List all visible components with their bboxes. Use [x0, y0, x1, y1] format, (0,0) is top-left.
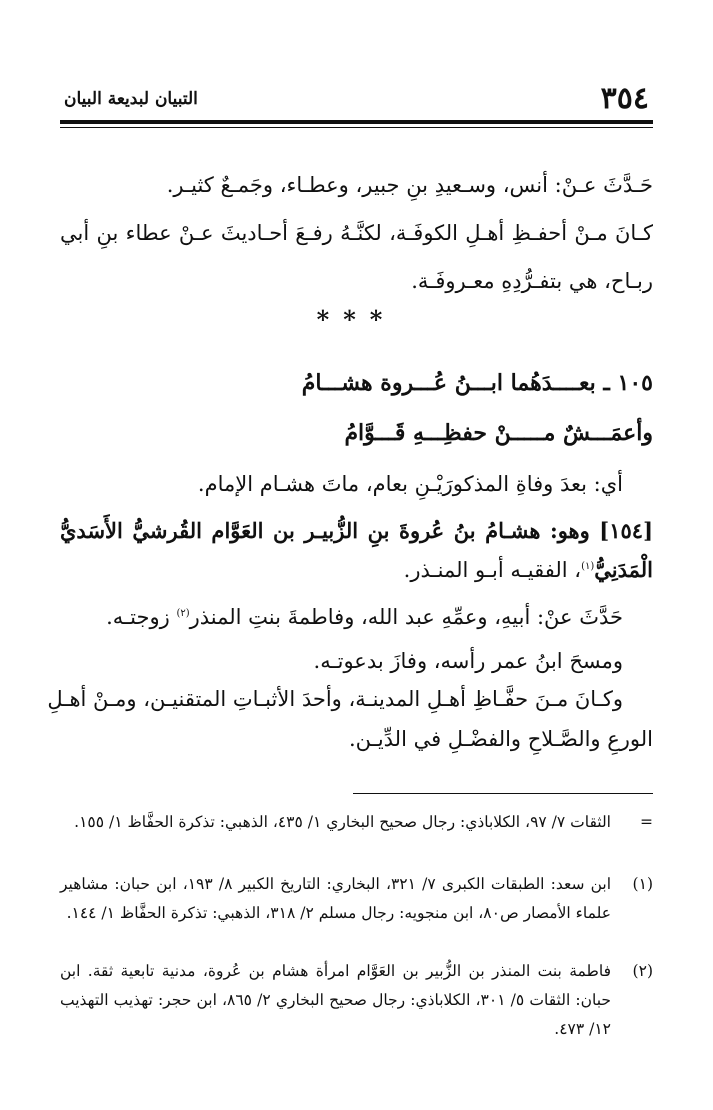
header-rule-thin [60, 127, 653, 128]
header-rule-thick [60, 120, 653, 124]
running-title: التبيان لبديعة البيان [64, 89, 198, 109]
nisba-text: الْمَدَنِيُّ [594, 557, 653, 582]
footnote-separator [353, 793, 653, 794]
footnote-continuation [60, 808, 653, 837]
body-line-6 [60, 550, 653, 587]
footnote-text: الثقات ٧/ ٩٧، الكلاباذي: رجال صحيح البخاري ١/ ٤٣٥، الذهبي: تذكرة الحفَّاظ ١/ ١٥٥. [74, 813, 611, 831]
body-line-7 [60, 597, 653, 634]
page-number: ٣٥٤ [600, 81, 649, 116]
page-header [60, 82, 653, 114]
body-line-8: ومسحَ ابنُ عمر رأسه، وفازَ بدعوتـه. [313, 649, 623, 673]
body-line-1: حَـدَّثَ عـنْ: أنس، وسـعيدِ بنِ جبير، وعطـاء، وجَمـعٌ كثيـر. [166, 173, 653, 197]
verse-line-2: وأعمَـــشٌ مـــــنْ حفظِـــهِ قَـــوَّامُ [344, 420, 653, 446]
footnote-text: ابن سعد: الطبقات الكبرى ٧/ ٣٢١، البخاري: التاريخ الكبير ٨/ ١٩٣، ابن حبان: مشاهير علماء الأمصار ص٨٠، ابن منجويه: رجال مسلم ٢/ ٣١٨، الذهبي: تذكرة الحفَّاظ ١/ ١٤٤. [60, 875, 612, 922]
body-line-3: ربـاح، هي بتفـرُّدِهِ معـروفَـة. [411, 269, 653, 293]
body-line-7-start: حَدَّثَ عنْ: أبيهِ، وعمِّهِ عبد الله، وفاطمةَ بنتِ المنذر [189, 605, 623, 629]
body-line-5: [١٥٤] وهو: هشـامُ بنُ عُروةَ بنِ الزُّبيـر بن العَوَّام القُرشيُّ الأَسَديُّ [60, 518, 653, 543]
footnote-marker: (٢) [632, 962, 653, 980]
footnote-marker: = [640, 813, 653, 831]
body-line-4: أي: بعدَ وفاةِ المذكورَيْـنِ بعام، ماتَ هشـام الإمام. [197, 472, 623, 496]
footnote-1 [60, 870, 653, 928]
body-line-9: وكـانَ مـنَ حفَّـاظِ أهـلِ المدينـة، وأحدَ الأثبـاتِ المتقنيـن، ومـنْ أهـلِ [47, 687, 623, 711]
body-line-2: كـانَ مـنْ أحفـظِ أهـلِ الكوفَـة، لكنَّـهُ رفـعَ أحـاديثَ عـنْ عطاء بنِ أبي [60, 221, 653, 245]
footnote-ref-2: (٢) [176, 608, 190, 619]
footnote-2 [60, 957, 653, 1044]
verse-line-1: ١٠٥ ـ بعــــدَهُما ابـــنُ عُـــروة هشـــامُ [301, 370, 653, 396]
footnote-ref-1: (١) [581, 561, 595, 572]
body-line-7-end: زوجتـه. [106, 605, 177, 629]
body-line-6-rest: ، الفقيـه أبـو المنـذر. [403, 558, 582, 582]
footnote-text: فاطمة بنت المنذر بن الزُّبير بن العَوَّام امرأة هشام بن عُروة، مدنية تابعية ثقة. ابن حبان: الثقات ٥/ ٣٠١، الكلاباذي: رجال صحيح البخاري ٢/ ٨٦٥، ابن حجر: تهذيب التهذيب ١٢/ ٤٧٣. [60, 962, 611, 1038]
footnote-marker: (١) [632, 875, 653, 893]
body-line-10: الورعِ والصَّـلاحِ والفضْـلِ في الدِّيـن. [349, 727, 653, 751]
section-separator-stars: *** [316, 305, 397, 334]
